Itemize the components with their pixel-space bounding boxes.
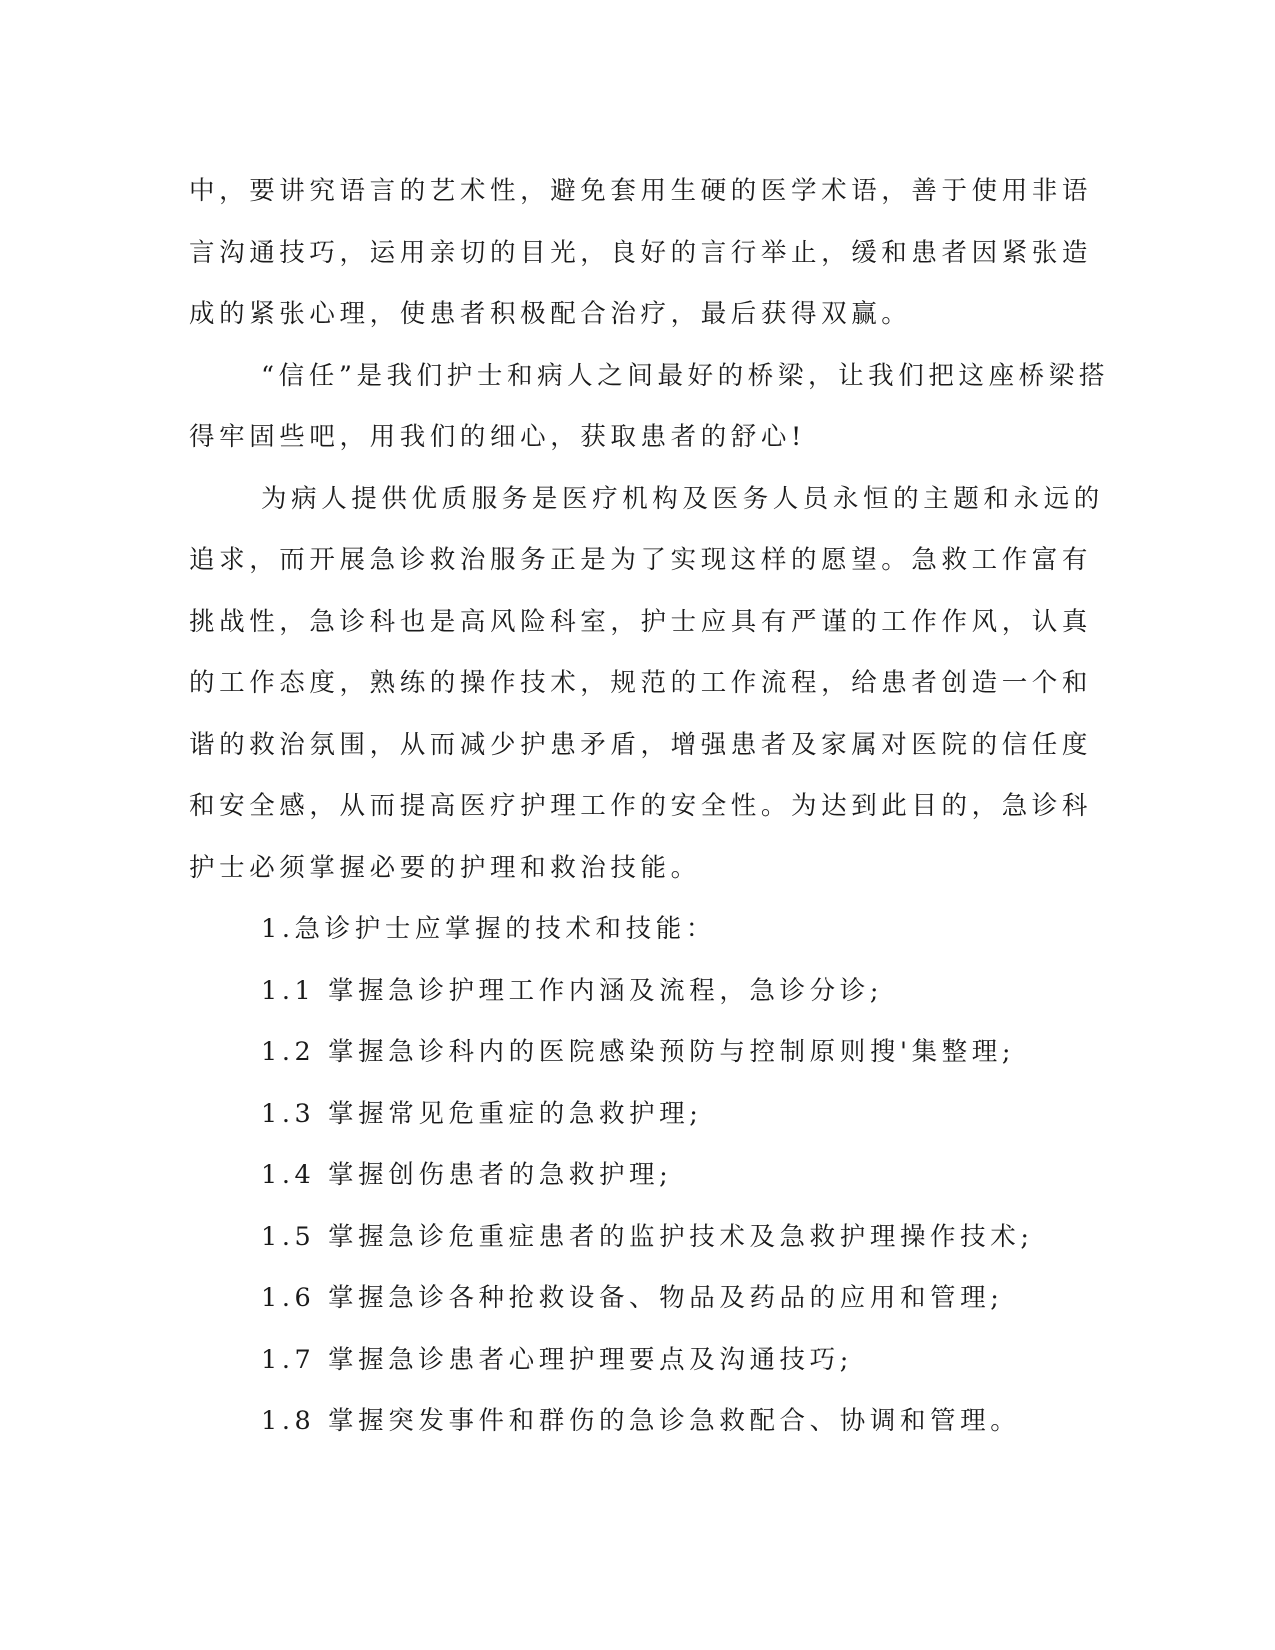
text-line: 和安全感，从而提高医疗护理工作的安全性。为达到此目的，急诊科 (189, 791, 1093, 821)
list-item: 1.5 掌握急诊危重症患者的监护技术及急救护理操作技术; (261, 1221, 1034, 1252)
list-item: 1.4 掌握创伤患者的急救护理; (261, 1160, 673, 1190)
list-item: 1.3 掌握常见危重症的急救护理; (261, 1098, 703, 1129)
document-body (189, 161, 1109, 1453)
text-line: 护士必须掌握必要的护理和救治技能。 (189, 852, 701, 883)
list-item: 1.7 掌握急诊患者心理护理要点及沟通技巧; (261, 1344, 853, 1375)
list-item: 1.1 掌握急诊护理工作内涵及流程，急诊分诊; (261, 975, 884, 1006)
text-line: 成的紧张心理，使患者积极配合治疗，最后获得双赢。 (189, 299, 912, 329)
text-line: 中，要讲究语言的艺术性，避免套用生硬的医学术语，善于使用非语 (189, 176, 1093, 206)
list-item: 1.6 掌握急诊各种抢救设备、物品及药品的应用和管理; (261, 1283, 1004, 1313)
section-heading: 1.急诊护士应掌握的技术和技能： (261, 914, 716, 944)
text-line: 的工作态度，熟练的操作技术，规范的工作流程，给患者创造一个和 (189, 668, 1093, 698)
text-line: 谐的救治氛围，从而减少护患矛盾，增强患者及家属对医院的信任度 (189, 729, 1093, 760)
list-item: 1.8 掌握突发事件和群伤的急诊急救配合、协调和管理。 (261, 1406, 1021, 1436)
text-line: “信任”是我们护士和病人之间最好的桥梁，让我们把这座桥梁搭 (261, 360, 1109, 391)
text-line: 挑战性，急诊科也是高风险科室，护士应具有严谨的工作作风，认真 (189, 606, 1093, 637)
text-line: 得牢固些吧，用我们的细心，获取患者的舒心! (189, 422, 806, 452)
list-item: 1.2 掌握急诊科内的医院感染预防与控制原则搜'集整理; (261, 1037, 1016, 1067)
text-line: 追求，而开展急诊救治服务正是为了实现这样的愿望。急救工作富有 (189, 545, 1093, 575)
text-line: 为病人提供优质服务是医疗机构及医务人员永恒的主题和永远的 (261, 483, 1104, 514)
text-line: 言沟通技巧，运用亲切的目光，良好的言行举止，缓和患者因紧张造 (189, 237, 1093, 268)
